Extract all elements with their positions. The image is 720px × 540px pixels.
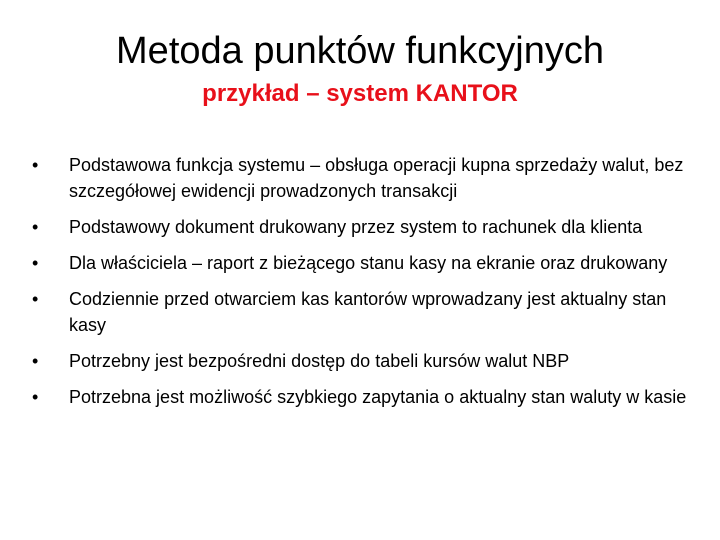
bullet-item: • Podstawowy dokument drukowany przez system to rachunek dla klienta [30, 214, 690, 240]
bullet-item: • Podstawowa funkcja systemu – obsługa operacji kupna sprzedaży walut, bez szczegółowej ewidencji prowadzonych transakcji [30, 152, 690, 204]
bullet-list [30, 152, 690, 420]
slide-title: Metoda punktów funkcyjnych [116, 30, 604, 72]
bullet-item: • Potrzebna jest możliwość szybkiego zapytania o aktualny stan waluty w kasie [30, 384, 690, 410]
bullet-item: • Codziennie przed otwarciem kas kantorów wprowadzany jest aktualny stan kasy [30, 286, 690, 338]
slide-subtitle: przykład – system KANTOR [202, 80, 518, 107]
bullet-item: • Dla właściciela – raport z bieżącego stanu kasy na ekranie oraz drukowany [30, 250, 690, 276]
bullet-item: • Potrzebny jest bezpośredni dostęp do tabeli kursów walut NBP [30, 348, 690, 374]
